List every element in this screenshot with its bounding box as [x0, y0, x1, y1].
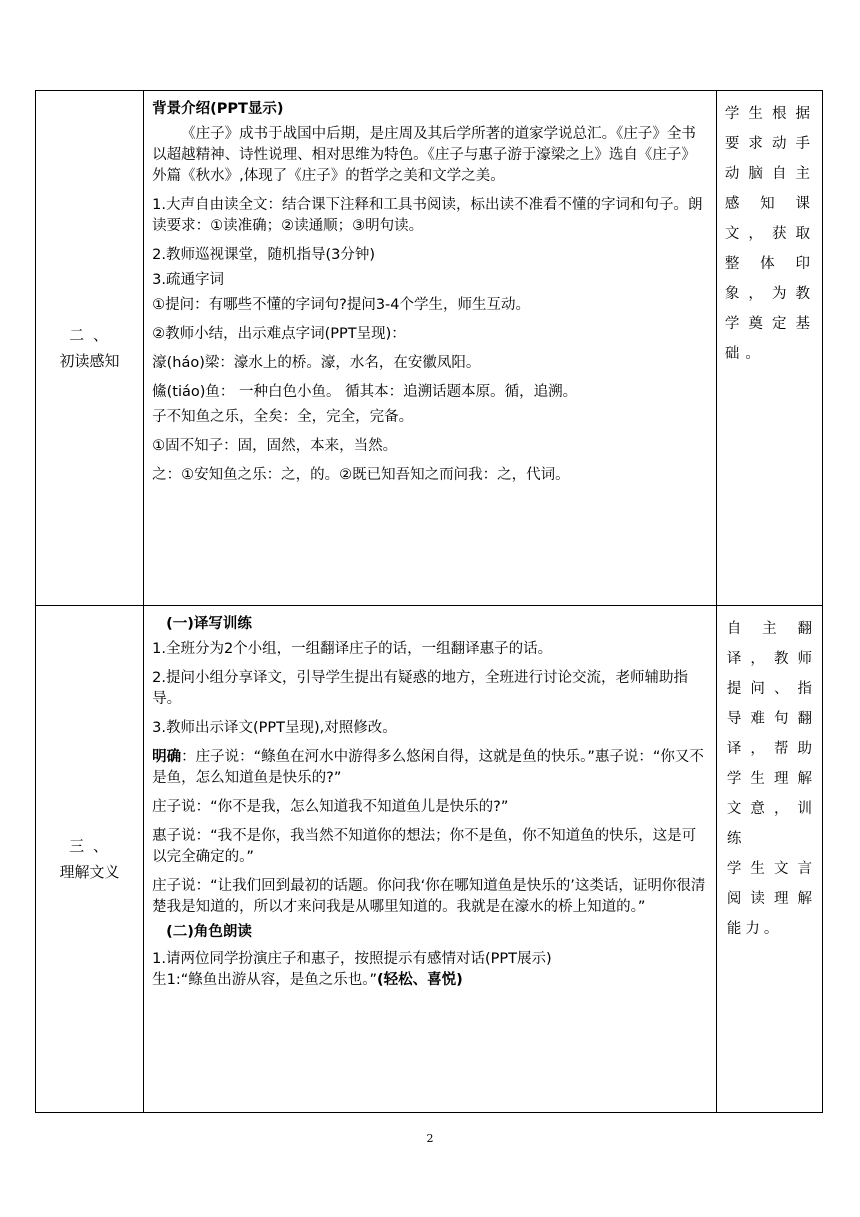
- translation-text: 庄子说：“你不是我，怎么知道我不知道鱼儿是快乐的?”: [152, 799, 509, 815]
- stage-cell: [36, 91, 144, 606]
- vocab-item: 鯈(tiáo)鱼： 一种白色小鱼。 循其本：追溯话题本原。循，追溯。: [152, 384, 578, 400]
- background-paragraph: 《庄子》成书于战国中后期，是庄周及其后学所著的道家学说总汇。《庄子》全书以超越精神、诗性说理、相对思维为特色。《庄子与惠子游于濠梁之上》选自《庄子》外篇《秋水》,体现了《庄子》的哲学之美和文学之美。: [152, 126, 696, 184]
- step-text: 1.大声自由读全文：结合课下注释和工具书阅读，标出读不准看不懂的字词和句子。朗读要求：①读准确；②读通顺；③明句读。: [152, 197, 703, 234]
- table-row: [36, 91, 823, 606]
- teaching-note: 自主翻译，教师提问、指导难句翻译，帮助学生理解文意，训练: [726, 621, 816, 847]
- step-text: 1.请两位同学扮演庄子和惠子，按照提示有感情对话(PPT展示): [152, 951, 552, 967]
- dialogue-text: 生1:“鲦鱼出游从容，是鱼之乐也。”: [152, 972, 378, 988]
- subsection-heading: (二)角色朗读: [166, 924, 252, 940]
- step-text: ②教师小结，出示难点字词(PPT呈现)：: [152, 326, 406, 342]
- step-text: ①提问：有哪些不懂的字词句?提问3-4个学生，师生互动。: [152, 297, 531, 313]
- vocab-item: 子不知鱼之乐，全矣：全，完全，完备。: [152, 409, 414, 425]
- stage-cell: [36, 606, 144, 1113]
- stage-number: 二 、: [69, 326, 110, 344]
- page-number: 2: [426, 1132, 434, 1145]
- content-cell: [144, 606, 717, 1113]
- step-text: 3.教师出示译文(PPT呈现),对照修改。: [152, 720, 397, 736]
- translation-line: ：庄子说：“鲦鱼在河水中游得多么悠闲自得，这就是鱼的快乐。”惠子说：“你又不是鱼，怎么知道鱼是快乐的?”: [152, 749, 704, 786]
- teaching-note: 学生根据要求动手动脑自主感知课文，获取整体印象，为教学奠定基础。: [724, 106, 816, 362]
- translation-text: [152, 747, 710, 789]
- step-text: 2.提问小组分享译文，引导学生提出有疑惑的地方，全班进行讨论交流，老师辅助指导。: [152, 670, 688, 707]
- step-text: 2.教师巡视课堂，随机指导(3分钟): [152, 247, 375, 263]
- dialogue-line: [152, 970, 710, 991]
- note-cell: [716, 606, 822, 1113]
- translation-text: 庄子说：“让我们回到最初的话题。你问我‘你在哪知道鱼是快乐的’这类话，证明你很清楚我是知道的，所以才来问我是从哪里知道的。我就是在濠水的桥上知道的。”: [152, 878, 706, 915]
- note-cell: [716, 91, 822, 606]
- vocab-item: ①固不知子：固，固然，本来，当然。: [152, 438, 398, 454]
- vocab-item: 濠(háo)梁：濠水上的桥。濠，水名，在安徽凤阳。: [152, 355, 481, 371]
- section-heading: 背景介绍(PPT显示): [152, 101, 284, 117]
- table-row: [36, 606, 823, 1113]
- teaching-note-continued: 学生文言阅读理解能力。: [726, 861, 816, 937]
- content-cell: [144, 91, 717, 606]
- emotion-cue: (轻松、喜悦): [377, 972, 463, 988]
- subsection-heading: (一)译写训练: [166, 616, 252, 632]
- step-text: 3.疏通字词: [152, 272, 224, 288]
- stage-title: 理解文义: [59, 863, 120, 881]
- vocab-item: 之：①安知鱼之乐：之，的。②既已知吾知之而问我：之，代词。: [152, 467, 570, 483]
- lesson-plan-table: [35, 90, 823, 1113]
- stage-title: 初读感知: [59, 352, 120, 370]
- translation-text: 惠子说：“我不是你，我当然不知道你的想法；你不是鱼，你不知道鱼的快乐，这是可以完全确定的。”: [152, 828, 697, 865]
- clarify-label: 明确: [152, 749, 182, 765]
- stage-number: 三 、: [69, 837, 110, 855]
- step-text: 1.全班分为2个小组，一组翻译庄子的话，一组翻译惠子的话。: [152, 641, 553, 657]
